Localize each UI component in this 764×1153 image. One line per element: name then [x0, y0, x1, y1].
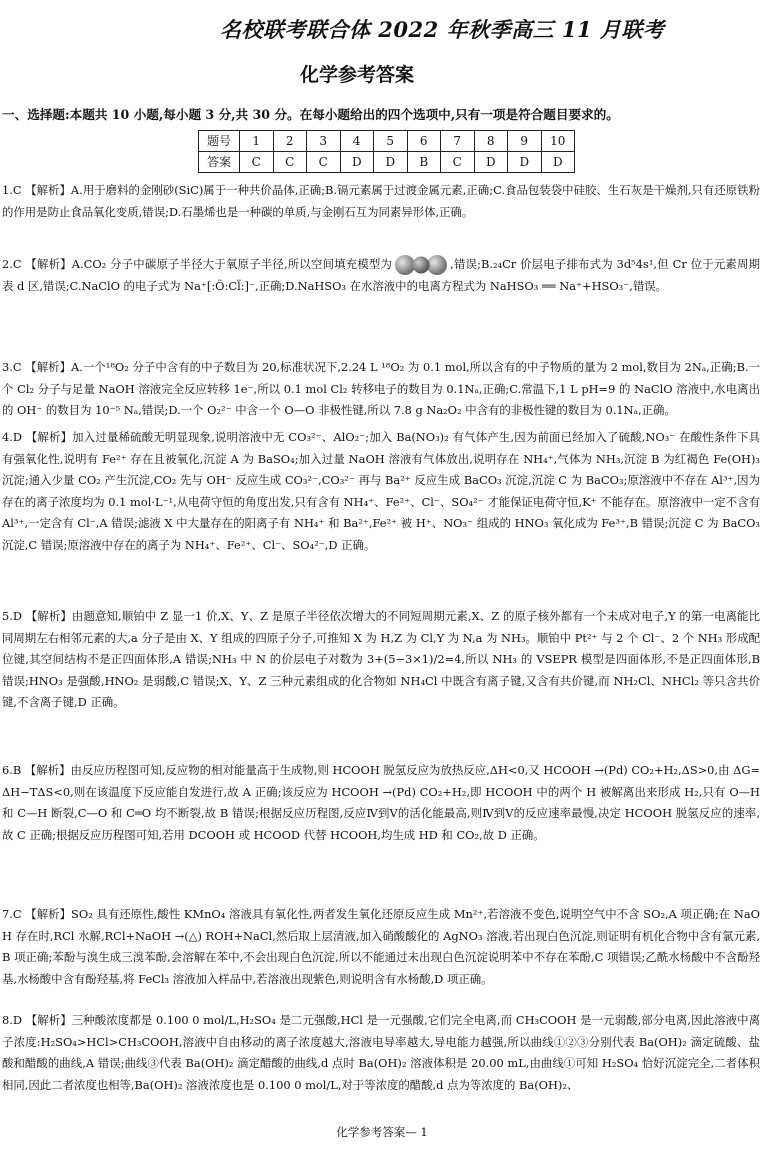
section-heading: 一、选择题:本题共 10 小题,每小题 3 分,共 30 分。在每小题给出的四个选项中,只有一项是符合题目要求的。 — [2, 107, 619, 122]
question-7-explanation: 7.C 【解析】SO₂ 具有还原性,酸性 KMnO₄ 溶液具有氧化性,两者发生氧化还原反应生成 Mn²⁺,若溶液不变色,说明空气中不含 SO₂,A 项正确;在 NaOH 存在时,RCl 水解,RCl+NaOH →(△) ROH+NaCl,然后取上层清液,加入硝酸酸化的 AgNO₃ 溶液,若出现白色沉淀,则证明有机化合物中含有氯元素,B 项正确;苯酚与溴生成三溴苯酚,会溶解在苯中,不会出现白色沉淀,所以不能通过未出现白色沉淀说明苯中不存在苯酚,C 项错误;乙酰水杨酸中不含酚羟基,水杨酸中含有酚羟基,将 FeCl₃ 溶液加入样品中,若溶液出现紫色,则说明含有水杨酸,D 项正确。 — [2, 907, 760, 986]
question-3-explanation: 3.C 【解析】A.一个¹⁸O₂ 分子中含有的中子数目为 20,标准状况下,2.24 L ¹⁸O₂ 为 0.1 mol,所以含有的中子物质的量为 2 mol,数目为 2Nₐ,正确;B.一个 Cl₂ 分子与足量 NaOH 溶液完全反应转移 1e⁻,所以 0.1 mol Cl₂ 转移电子的数目为 0.1Nₐ,正确;C.常温下,1 L pH=9 的 NaClO 溶液中,水电离出的 OH⁻ 的数目为 10⁻⁵ Nₐ,错误;D.一个 O₂²⁻ 中含一个 O—O 非极性键,所以 7.8 g Na₂O₂ 中含有的非极性键的数目为 0.1Nₐ,正确。 — [2, 360, 760, 417]
table-cell: 9 — [508, 131, 542, 152]
page-subtitle: 化学参考答案 — [300, 64, 415, 86]
table-cell: D — [508, 152, 542, 173]
table-cell: 7 — [441, 131, 475, 152]
question-1-explanation: 1.C 【解析】A.用于磨料的金刚砂(SiC)属于一种共价晶体,正确;B.镉元素属于过渡金属元素,正确;C.食品包装袋中硅胶、生石灰是干燥剂,只有还原铁粉的作用是防止食品氧化变质,错误;D.石墨烯也是一种碳的单质,与金刚石互为同素异形体,正确。 — [2, 183, 760, 219]
question-6-explanation: 6.B 【解析】由反应历程图可知,反应物的相对能量高于生成物,则 HCOOH 脱氢反应为放热反应,ΔH<0,又 HCOOH →(Pd) CO₂+H₂,ΔS>0,由 ΔG=ΔH−TΔS<0,则在该温度下反应能自发进行,故 A 正确;该反应为 HCOOH →(Pd) CO₂+H₂,即 HCOOH 中的两个 H 被解离出来形成 H₂,只有 O—H 和 C—H 断裂,C—O 和 C═O 均不断裂,故 B 错误;根据反应历程图,反应Ⅳ到Ⅴ的活化能最高,则Ⅳ到Ⅴ的反应速率最慢,决定 HCOOH 脱氢反应的速率,故 C 正确;根据反应历程图可知,若用 DCOOH 或 HCOOD 代替 HCOOH,均生成 HD 和 CO₂,故 D 正确。 — [2, 763, 760, 842]
table-cell: D — [374, 152, 408, 173]
table-cell: 10 — [541, 131, 575, 152]
row-label-answer: 答案 — [199, 152, 240, 173]
row-label-number: 题号 — [199, 131, 240, 152]
question-2-text-b: ,错误;B.₂₄Cr 价层电子排布式为 3d⁵4s¹,但 Cr 位于元素周期表 d 区,错误;C.NaClO 的电子式为 Na⁺[:Ö:Cl̈:]⁻,正确;D.NaHSO₃ 在水溶液中的电离方程式为 NaHSO₃ ══ Na⁺+HSO₃⁻,错误。 — [2, 257, 760, 293]
table-cell: C — [273, 152, 307, 173]
page-title: 名校联考联合体 2022 年秋季高三 11 月联考 — [220, 17, 665, 42]
answer-table-number-row — [199, 131, 575, 152]
table-cell: D — [340, 152, 374, 173]
table-cell: D — [474, 152, 508, 173]
answer-table-answer-row — [199, 152, 575, 173]
table-cell: 5 — [374, 131, 408, 152]
question-2-explanation — [2, 254, 760, 298]
table-cell: C — [307, 152, 341, 173]
table-cell: B — [407, 152, 441, 173]
table-cell: 1 — [240, 131, 274, 152]
table-cell: 8 — [474, 131, 508, 152]
question-8-explanation: 8.D 【解析】三种酸浓度都是 0.100 0 mol/L,H₂SO₄ 是二元强酸,HCl 是一元强酸,它们完全电离,而 CH₃COOH 是一元弱酸,部分电离,因此溶液中离子浓度:H₂SO₄>HCl>CH₃COOH,溶液中自由移动的离子浓度越大,溶液电导率越大,导电能力越强,所以曲线①②③分别代表 Ba(OH)₂ 滴定硫酸、盐酸和醋酸的曲线,A 错误;曲线③代表 Ba(OH)₂ 滴定醋酸的曲线,d 点时 Ba(OH)₂ 溶液体积是 20.00 mL,由曲线①可知 H₂SO₄ 恰好沉淀完全,二者体积相同,因此二者浓度也相等,Ba(OH)₂ 溶液浓度也是 0.100 0 mol/L,对于等浓度的醋酸,d 点为等浓度的 Ba(OH)₂、 — [2, 1013, 760, 1092]
table-cell: 2 — [273, 131, 307, 152]
page-footer: 化学参考答案— 1 — [336, 1125, 428, 1139]
table-cell: D — [541, 152, 575, 173]
table-cell: 6 — [407, 131, 441, 152]
table-cell: 4 — [340, 131, 374, 152]
question-2-text-a: 2.C 【解析】A.CO₂ 分子中碳原子半径大于氧原子半径,所以空间填充模型为 — [2, 257, 393, 271]
table-cell: C — [240, 152, 274, 173]
table-cell: 3 — [307, 131, 341, 152]
question-5-explanation: 5.D 【解析】由题意知,顺铂中 Z 显一1 价,X、Y、Z 是原子半径依次增大的不同短周期元素,X、Z 的原子核外都有一个未成对电子,Y 的第一电离能比同周期左右相邻元素的大,a 分子是由 X、Y 组成的四原子分子,可推知 X 为 H,Z 为 Cl,Y 为 N,a 为 NH₃。顺铂中 Pt²⁺ 与 2 个 Cl⁻、2 个 NH₃ 形成配位键,其空间结构不是正四面体形,A 错误;NH₃ 中 N 的价层电子对数为 3+(5−3×1)/2=4,所以 NH₃ 的 VSEPR 模型是四面体形,不是正四面体形,B 错误;HNO₃ 是强酸,HNO₂ 是弱酸,C 错误;X、Y、Z 三种元素组成的化合物如 NH₄Cl 中既含有离子键,又含有共价键,而 NH₂Cl、NHCl₂ 等只含共价键,不含离子键,D 正确。 — [2, 609, 760, 709]
question-4-explanation: 4.D 【解析】加入过量稀硫酸无明显现象,说明溶液中无 CO₃²⁻、AlO₂⁻;加入 Ba(NO₃)₂ 有气体产生,因为前面已经加入了硫酸,NO₃⁻ 在酸性条件下具有强氧化性,说明有 Fe²⁺ 存在且被氧化,沉淀 A 为 BaSO₄;加入过量 NaOH 溶液有气体放出,说明存在 NH₄⁺,气体为 NH₃,沉淀 B 为红褐色 Fe(OH)₃ 沉淀;通入少量 CO₂ 产生沉淀,CO₂ 先与 OH⁻ 反应生成 CO₃²⁻,CO₃²⁻ 再与 Ba²⁺ 反应生成 BaCO₃ 沉淀,沉淀 C 为 BaCO₃;原溶液中不存在 Al³⁺,因为存在的离子浓度均为 0.1 mol·L⁻¹,从电荷守恒的角度出发,只有含有 NH₄⁺、Fe²⁺、Cl⁻、SO₄²⁻ 才能保证电荷守恒,K⁺ 不能存在。原溶液中一定不含有 Al³⁺,一定含有 Cl⁻,A 错误;滤液 X 中大量存在的阳离子有 NH₄⁺ 和 Ba²⁺,Fe²⁺ 被 H⁺、NO₃⁻ 组成的 HNO₃ 氧化成为 Fe³⁺,B 错误;沉淀 C 为 BaCO₃ 沉淀,C 错误;原溶液中存在的离子为 NH₄⁺、Fe²⁺、Cl⁻、SO₄²⁻,D 正确。 — [2, 430, 760, 552]
answer-table — [198, 130, 575, 173]
co2-space-filling-model-icon — [392, 254, 450, 276]
table-cell: C — [441, 152, 475, 173]
